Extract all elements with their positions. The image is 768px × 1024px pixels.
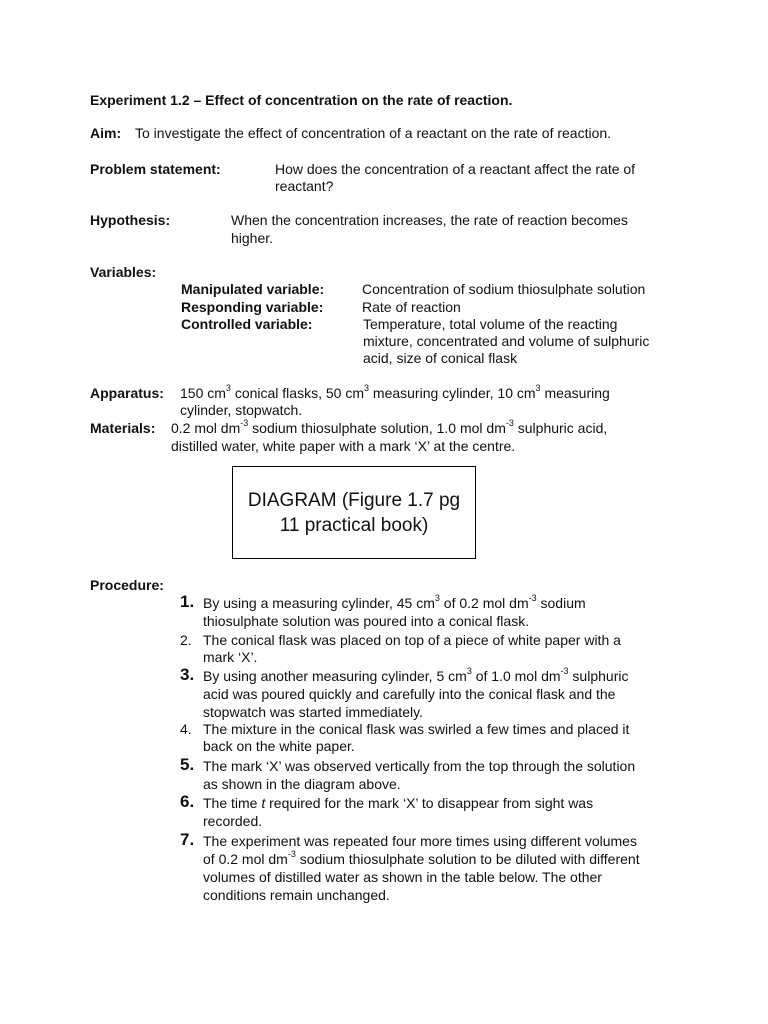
step-number: 2. (180, 632, 192, 648)
hypothesis-line-1: When the concentration increases, the rate of reaction becomes (231, 212, 628, 228)
step-number: 1. (180, 592, 195, 611)
responding-variable-value: Rate of reaction (362, 299, 461, 315)
diagram-line-2: 11 practical book) (279, 514, 429, 536)
aim-label: Aim: (90, 125, 122, 141)
step-text: of 0.2 mol $dm^{-3}$ sodium thiosulphate solution to be diluted with different (203, 849, 640, 867)
controlled-variable-line-1: Temperature, total volume of the reacting (363, 316, 618, 332)
step-text: mark ‘X’. (203, 649, 258, 665)
materials-label: Materials: (90, 420, 156, 436)
step-text: By using another measuring cylinder, 5 $cm^3$ of 1.0 mol $dm^{-3}$ sulphuric (203, 666, 629, 684)
step-text: The conical flask was placed on top of a piece of white paper with a (203, 632, 621, 648)
problem-line-1: How does the concentration of a reactant affect the rate of (275, 161, 636, 177)
step-text: The mixture in the conical flask was swirled a few times and placed it (203, 721, 630, 737)
diagram-line-1: DIAGRAM (Figure 1.7 pg (247, 489, 461, 511)
step-text: back on the white paper. (203, 738, 355, 754)
step-text: volumes of distilled water as shown in the table below. The other (203, 869, 602, 885)
step-number: 7. (180, 830, 195, 849)
controlled-variable-line-3: acid, size of conical flask (363, 350, 518, 366)
materials-line-1: 0.2 mol $dm^{-3}$ sodium thiosulphate solution, 1.0 mol $dm^{-3}$ sulphuric acid, (171, 418, 608, 436)
responding-variable-label: Responding variable: (181, 299, 324, 315)
step-number: 3. (180, 665, 195, 684)
hypothesis-line-2: higher. (231, 230, 274, 246)
step-number: 6. (180, 792, 195, 811)
apparatus-line-1: 150 $cm^3$ conical flasks, 50 $cm^3$ measuring cylinder, 10 $cm^3$ measuring (180, 383, 610, 401)
step-text: The experiment was repeated four more times using different volumes (203, 833, 637, 849)
step-text: By using a measuring cylinder, 45 $cm^3$ of 0.2 mol $dm^{-3}$ sodium (203, 593, 586, 611)
hypothesis-label: Hypothesis: (90, 212, 171, 228)
variables-label: Variables: (90, 264, 157, 280)
step-text: The time t required for the mark ‘X’ to disappear from sight was (203, 795, 594, 811)
apparatus-label: Apparatus: (90, 385, 164, 401)
controlled-variable-line-2: mixture, concentrated and volume of sulphuric (363, 333, 650, 349)
aim-text: To investigate the effect of concentration of a reactant on the rate of reaction. (135, 125, 612, 141)
procedure-label: Procedure: (90, 577, 164, 593)
diagram-placeholder (232, 466, 476, 559)
manipulated-variable-value: Concentration of sodium thiosulphate solution (362, 281, 646, 297)
step-text: stopwatch was started immediately. (203, 704, 423, 720)
step-text: thiosulphate solution was poured into a conical flask. (203, 613, 530, 629)
step-number: 4. (180, 721, 192, 737)
step-text: as shown in the diagram above. (203, 776, 401, 792)
page-title: Experiment 1.2 – Effect of concentration on the rate of reaction. (90, 92, 513, 108)
manipulated-variable-label: Manipulated variable: (181, 281, 325, 297)
step-text: acid was poured quickly and carefully into the conical flask and the (203, 686, 616, 702)
apparatus-line-2: cylinder, stopwatch. (180, 402, 303, 418)
materials-line-2: distilled water, white paper with a mark ‘X’ at the centre. (171, 438, 516, 454)
problem-line-2: reactant? (275, 178, 334, 194)
problem-label: Problem statement: (90, 161, 221, 177)
step-number: 5. (180, 755, 195, 774)
controlled-variable-label: Controlled variable: (181, 316, 313, 332)
step-text: conditions remain unchanged. (203, 887, 390, 903)
step-text: The mark ‘X’ was observed vertically from the top through the solution (203, 758, 636, 774)
step-text: recorded. (203, 813, 263, 829)
